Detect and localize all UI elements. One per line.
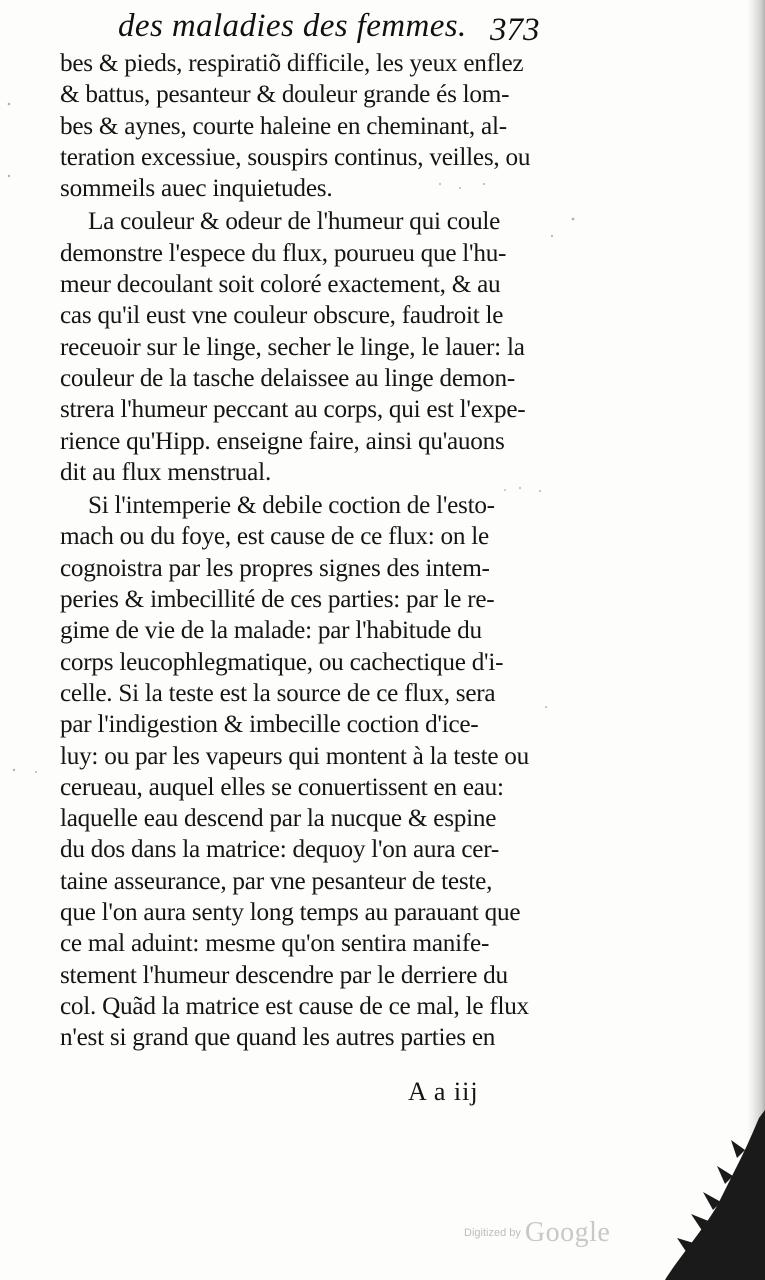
text-line: taine asseurance, par vne pesanteur de teste,	[60, 867, 493, 895]
text-line: strera l'humeur peccant au corps, qui est l'expe-	[60, 396, 526, 424]
text-line: col. Quãd la matrice est cause de ce mal, le flux	[60, 992, 529, 1020]
text-line: & battus, pesanteur & douleur grande és lom-	[60, 81, 510, 109]
text-line: bes & pieds, respiratiõ difficile, les yeux enflez	[60, 50, 524, 77]
text-line: que l'on aura senty long temps au parauant que	[60, 899, 521, 927]
text-line: du dos dans la matrice: dequoy l'on aura cer-	[60, 836, 500, 864]
text-line: gime de vie de la malade: par l'habitude du	[60, 617, 482, 645]
text-line: demonstre l'espece du flux, pourueu que l'hu-	[60, 239, 507, 267]
text-line: corps leucophlegmatique, ou cachectique d'i-	[60, 648, 504, 676]
text-line: n'est si grand que quand les autres parties en	[60, 1024, 496, 1052]
scan-edge-artifact	[625, 1110, 765, 1280]
text-line: cas qu'il eust vne couleur obscure, faudroit le	[60, 302, 504, 330]
text-line: La couleur & odeur de l'humeur qui coule	[88, 208, 501, 236]
google-logo-text: Google	[524, 1217, 611, 1248]
page-header	[0, 8, 765, 52]
text-line: couleur de la tasche delaissee au linge demon-	[60, 364, 515, 392]
text-line: bes & aynes, courte haleine en cheminant, al-	[60, 112, 507, 140]
page-gutter-shadow	[747, 0, 765, 1280]
text-line: ce mal aduint: mesme qu'on sentira manife-	[60, 930, 490, 958]
text-line: sommeils auec inquietudes.	[60, 175, 333, 203]
text-line: laquelle eau descend par la nucque & espine	[60, 805, 497, 833]
digitized-by-google-watermark	[464, 1217, 610, 1257]
digitized-by-label: Digitized by	[464, 1227, 521, 1239]
text-line: luy: ou par les vapeurs qui montent à la teste ou	[60, 742, 529, 770]
text-line: meur decoulant soit coloré exactement, & au	[60, 271, 501, 299]
running-title: des maladies des femmes.	[118, 8, 467, 44]
text-line: par l'indigestion & imbecille coction d'ice-	[60, 711, 479, 739]
text-line: celle. Si la teste est la source de ce flux, sera	[60, 679, 496, 707]
text-line: dit au flux menstrual.	[60, 458, 272, 486]
text-line: rience qu'Hipp. enseigne faire, ainsi qu'auons	[60, 427, 505, 455]
text-line: cognoistra par les propres signes des intem-	[60, 554, 490, 582]
text-line: teration excessiue, souspirs continus, veilles, ou	[60, 143, 531, 171]
signature-mark: A a iij	[408, 1077, 479, 1106]
page-number: 373	[490, 12, 540, 48]
body-text	[60, 48, 568, 1054]
text-line: peries & imbecillité de ces parties: par le re-	[60, 586, 495, 614]
text-line: cerueau, auquel elles se conuertissent en eau:	[60, 773, 504, 801]
text-line: stement l'humeur descendre par le derriere du	[60, 961, 508, 989]
text-line: receuoir sur le linge, secher le linge, le lauer: la	[60, 333, 525, 361]
text-line: Si l'intemperie & debile coction de l'esto-	[88, 492, 495, 520]
text-line: mach ou du foye, est cause de ce flux: on le	[60, 523, 489, 551]
